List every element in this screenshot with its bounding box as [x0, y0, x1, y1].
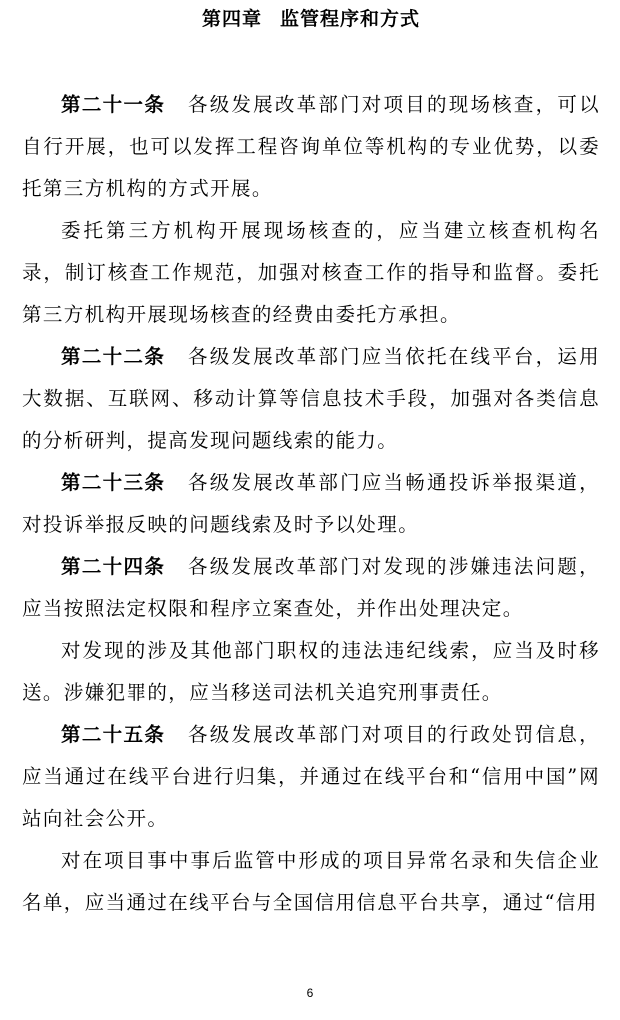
paragraph-text: 委托第三方机构开展现场核查的，应当建立核查机构名录，制订核查工作规范，加强对核查工作的指导和监督。委托第三方机构开展现场核查的经费由委托方承担。	[22, 219, 600, 326]
paragraph-text: 对发现的涉及其他部门职权的违法违纪线索，应当及时移送。涉嫌犯罪的，应当移送司法机关追究刑事责任。	[22, 639, 600, 704]
paragraph-text: 各级发展改革部门应当畅通投诉举报渠道，对投诉举报反映的问题线索及时予以处理。	[22, 471, 600, 536]
paragraph-article-22	[22, 336, 600, 462]
paragraph-article-21-clause-2	[22, 210, 600, 336]
article-number: 第二十一条	[61, 93, 166, 116]
paragraph-article-24	[22, 546, 600, 630]
paragraph-text: 各级发展改革部门对项目的行政处罚信息，应当通过在线平台进行归集，并通过在线平台和“信用中国”网站向社会公开。	[22, 723, 600, 830]
article-number: 第二十五条	[61, 723, 166, 746]
paragraph-article-21	[22, 84, 600, 210]
document-body	[22, 84, 600, 924]
chapter-heading	[22, 0, 600, 34]
article-number: 第二十三条	[61, 471, 166, 494]
paragraph-article-25	[22, 714, 600, 840]
paragraph-text: 各级发展改革部门对项目的现场核查，可以自行开展，也可以发挥工程咨询单位等机构的专业优势，以委托第三方机构的方式开展。	[22, 93, 600, 200]
chapter-title: 监管程序和方式	[280, 8, 421, 30]
paragraph-text: 各级发展改革部门对发现的涉嫌违法问题，应当按照法定权限和程序立案查处，并作出处理决定。	[22, 555, 600, 620]
article-number: 第二十四条	[61, 555, 166, 578]
page-number: 6	[306, 986, 314, 1000]
paragraph-article-25-clause-2	[22, 840, 600, 924]
paragraph-text: 对在项目事中事后监管中形成的项目异常名录和失信企业名单，应当通过在线平台与全国信用信息平台共享，通过“信用	[22, 849, 600, 914]
paragraph-text: 各级发展改革部门应当依托在线平台，运用大数据、互联网、移动计算等信息技术手段，加强对各类信息的分析研判，提高发现问题线索的能力。	[22, 345, 600, 452]
paragraph-article-23	[22, 462, 600, 546]
chapter-number: 第四章	[201, 8, 262, 30]
paragraph-article-24-clause-2	[22, 630, 600, 714]
article-number: 第二十二条	[61, 345, 166, 368]
